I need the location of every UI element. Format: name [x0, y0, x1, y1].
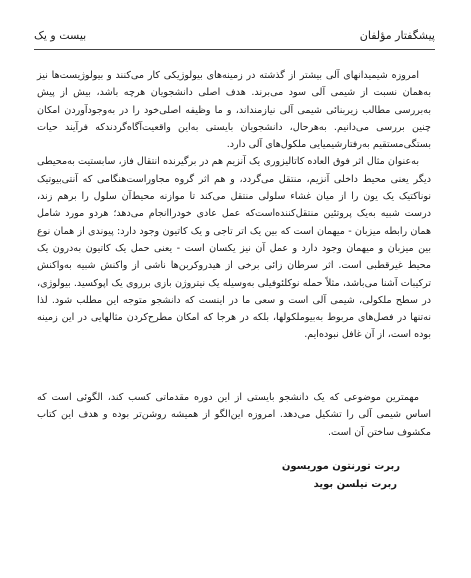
closing-paragraph: مهمترین موضوعی که یک دانشجو بایستی از این دوره مقدماتی کسب کند، الگوئی است که اساس شیمی آلی را تشکیل می‌دهد. امروزه این‌الگو از همیشه روشن‌تر بوده و هدف این کتاب مکشوف ساختن آن است.	[37, 392, 431, 438]
paragraph-2: به‌عنوان مثال اثر فوق العاده کاتالیزوری یک آنزیم هم در برگیرنده انتقال فاز، سابستیت به‌محیطی دیگر یعنی محیط داخلی آنزیم، منتقل می‌گردد، و هم اثر گروه مجاوراست‌هنگامی که آنتی‌بیوتیک نوناکتیک یک یون را از میان غشاء سلولی منتقل می‌کند تا موازنه محیط‌آن سلول را برهم زند، درست شبیه به‌یک پروتئین منتقل‌کننده‌است‌که عمل عادی خود‌راانجام می‌دهد؛ هردو مورد شامل همان رابطه میزبان - میهمان است که بین یک اتر تاجی و یک کاتیون وجود دارد: پیوندی از همان نوع بین میزبان و میهمان وجود دارد و عمل آن نیز یکسان است - یعنی حمل یک کاتیون به‌درون یک محیط غیرقطبی است. اثر سرطان زائی برخی از هیدروکربن‌ها ناشی از واکنش شبیه به‌واکنش ترکیبات آشنا می‌باشد، مثلاً حمله نوکلئوفیلی به‌وسیله یک نیتروژن بازی برروی یک اپوکسید. بیولوژی، در سطح ملکولی، شیمی آلی است و سعی ما در اینست که دانشجو متوجه این مطلب شود. لذا نه‌تنها در فصل‌های مربوط به‌بیوملکولها، بلکه در هرجا که امکان مطرح‌کردن مثالهایی در این زمینه بوده است، از آن غافل نبوده‌ایم.	[37, 156, 431, 341]
author-name-2: ربرت نیلسن بوید	[313, 479, 397, 490]
running-head: پیشگفتار مؤلفان	[359, 29, 435, 42]
page-number: بیست و یک	[34, 29, 87, 42]
paragraph-1: امروزه شیمیدانهای آلی بیشتر از گذشته در زمینه‌های بیولوژیکی کار می‌کنند و بیولوژیست‌ها نیز به‌همان نسبت از شیمی آلی سود می‌برند. هدف اصلی دانشجویان هرچه باشد، بیش از پیش به‌بررسی مطالب زیربنائی شیمی آلی نیازمنداند، و ما وظیفه اصلی‌خود را در به‌وجودآوردن امکان چنین بررسی می‌دانیم. به‌هرحال، دانشجویان بایستی به‌این واقعیت‌آگاه‌گردند‌که فرآیند حیات بستگی‌مستقیم به‌رفتارشیمیایی ملکول‌های آلی دارد.	[37, 70, 431, 151]
author-signatures	[250, 458, 400, 494]
page-header	[34, 27, 435, 50]
author-name-1: ربرت تورنتون موریسون	[281, 461, 400, 472]
closing-paragraph-block	[37, 389, 431, 441]
preface-body	[37, 67, 431, 344]
